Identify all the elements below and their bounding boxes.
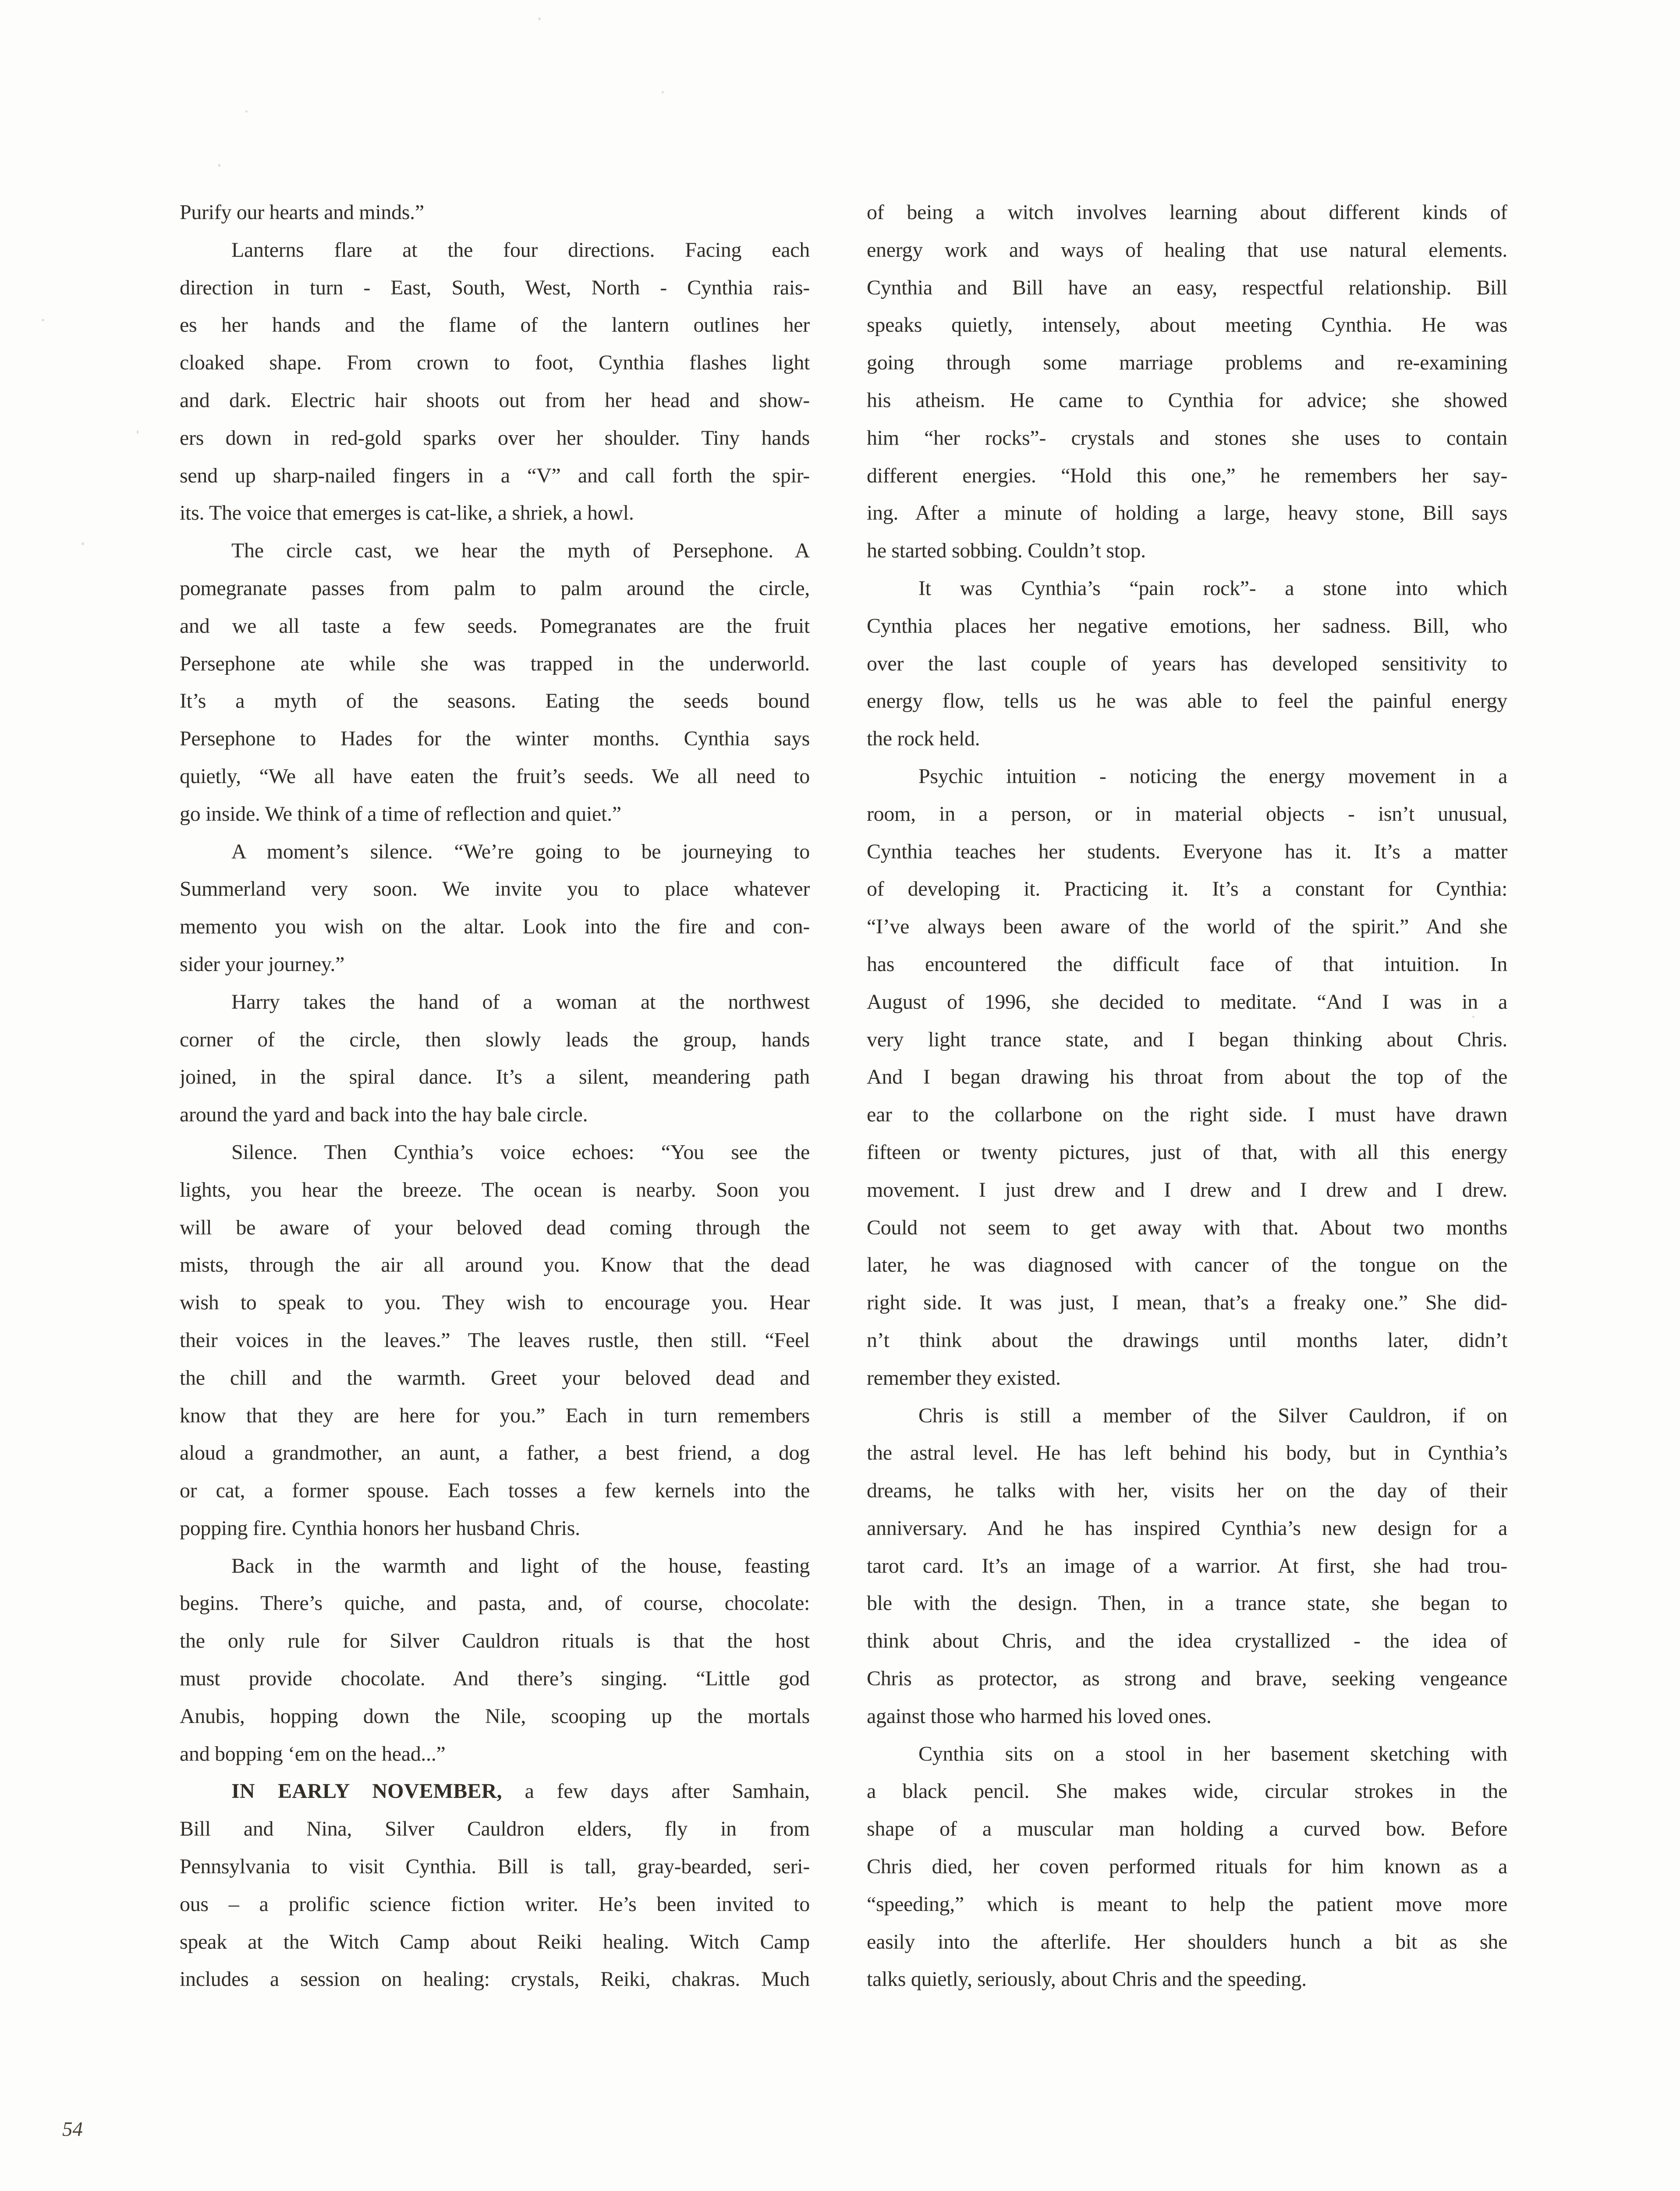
text-line: energy flow, tells us he was able to feel the painful energy (867, 689, 1507, 713)
text-line: lights, you hear the breeze. The ocean is nearby. Soon you (180, 1178, 810, 1202)
text-line: ing. After a minute of holding a large, heavy stone, Bill says (867, 501, 1507, 525)
text-line: the chill and the warmth. Greet your beloved dead and (180, 1366, 810, 1390)
text-line: begins. There’s quiche, and pasta, and, of course, chocolate: (180, 1592, 810, 1615)
text-line: tarot card. It’s an image of a warrior. At first, she had trou- (867, 1554, 1507, 1578)
text-line: Cynthia teaches her students. Everyone has it. It’s a matter (867, 840, 1507, 863)
text-line: movement. I just drew and I drew and I drew and I drew. (867, 1178, 1507, 1202)
text-line: wish to speak to you. They wish to encourage you. Hear (180, 1291, 810, 1315)
text-line: joined, in the spiral dance. It’s a silent, meandering path (180, 1065, 810, 1089)
text-line: room, in a person, or in material objects - isn’t unusual, (867, 802, 1507, 826)
text-line: sider your journey.” (180, 952, 345, 976)
paper-speck (42, 319, 44, 321)
text-line: It was Cynthia’s “pain rock”- a stone into which (918, 576, 1507, 600)
text-line: go inside. We think of a time of reflection and quiet.” (180, 802, 621, 826)
text-line: shape of a muscular man holding a curved bow. Before (867, 1817, 1507, 1841)
text-line: has encountered the difficult face of that intuition. In (867, 952, 1507, 976)
text-line: speaks quietly, intensely, about meeting Cynthia. He was (867, 313, 1507, 337)
paper-speck (538, 18, 541, 20)
text-line: Persephone to Hades for the winter months. Cynthia says (180, 727, 810, 751)
text-line: a black pencil. She makes wide, circular strokes in the (867, 1780, 1507, 1803)
text-line: speak at the Witch Camp about Reiki healing. Witch Camp (180, 1930, 810, 1953)
text-line: n’t think about the drawings until months later, didn’t (867, 1328, 1507, 1352)
text-line: and we all taste a few seeds. Pomegranates are the fruit (180, 614, 810, 638)
text-line: Cynthia places her negative emotions, her sadness. Bill, who (867, 614, 1507, 638)
text-line: It’s a myth of the seasons. Eating the seeds bound (180, 689, 810, 713)
text-line: going through some marriage problems and re-examining (867, 351, 1507, 375)
text-line: energy work and ways of healing that use natural elements. (867, 238, 1507, 262)
text-line: different energies. “Hold this one,” he remembers her say- (867, 464, 1507, 487)
text-line: aloud a grandmother, an aunt, a father, a best friend, a dog (180, 1441, 810, 1465)
paper-speck (82, 542, 84, 545)
text-line: he started sobbing. Couldn’t stop. (867, 539, 1146, 563)
bold-lead-in: IN EARLY NOVEMBER, (231, 1780, 502, 1803)
text-line: later, he was diagnosed with cancer of the tongue on the (867, 1253, 1507, 1277)
text-line: Cynthia and Bill have an easy, respectful relationship. Bill (867, 276, 1507, 299)
text-line: Could not seem to get away with that. About two months (867, 1216, 1507, 1239)
text-line: Back in the warmth and light of the house, feasting (231, 1554, 810, 1578)
text-line: ous – a prolific science fiction writer. He’s been invited to (180, 1892, 810, 1916)
text-line: mists, through the air all around you. Know that the dead (180, 1253, 810, 1277)
text-line: Harry takes the hand of a woman at the northwest (231, 990, 810, 1014)
text-line: and bopping ‘em on the head...” (180, 1742, 446, 1766)
text-line: Silence. Then Cynthia’s voice echoes: “You see the (231, 1140, 810, 1164)
text-line: Chris as protector, as strong and brave, seeking vengeance (867, 1667, 1507, 1691)
text-line: Persephone ate while she was trapped in the underworld. (180, 652, 810, 675)
page-number: 54 (62, 2118, 83, 2141)
text-line: must provide chocolate. And there’s singing. “Little god (180, 1667, 810, 1691)
text-line: its. The voice that emerges is cat-like, a shriek, a howl. (180, 501, 634, 525)
text-line: send up sharp-nailed fingers in a “V” and call forth the spir- (180, 464, 810, 487)
text-line: ear to the collarbone on the right side. I must have drawn (867, 1103, 1507, 1127)
paper-speck (1472, 1016, 1474, 1018)
text-line: Lanterns flare at the four directions. Facing each (231, 238, 810, 262)
paper-speck (662, 91, 664, 93)
text-line: August of 1996, she decided to meditate. “And I was in a (867, 990, 1507, 1014)
text-line: and dark. Electric hair shoots out from her head and show- (180, 388, 810, 412)
paper-speck (245, 110, 248, 113)
text-line: his atheism. He came to Cynthia for advice; she showed (867, 388, 1507, 412)
text-line: Pennsylvania to visit Cynthia. Bill is tall, gray-bearded, seri- (180, 1855, 810, 1879)
text-line: easily into the afterlife. Her shoulders hunch a bit as she (867, 1930, 1507, 1953)
paper-speck (137, 430, 138, 434)
text-line: And I began drawing his throat from about the top of the (867, 1065, 1507, 1089)
text-line: the only rule for Silver Cauldron rituals is that the host (180, 1629, 810, 1653)
text-line: cloaked shape. From crown to foot, Cynthia flashes light (180, 351, 810, 375)
text-line: corner of the circle, then slowly leads the group, hands (180, 1028, 810, 1051)
text-line: The circle cast, we hear the myth of Persephone. A (231, 539, 810, 563)
text-line: know that they are here for you.” Each in turn remembers (180, 1404, 810, 1427)
column-left (180, 194, 810, 1998)
text-line: or cat, a former spouse. Each tosses a few kernels into the (180, 1479, 810, 1503)
text-line: “speeding,” which is meant to help the patient move more (867, 1892, 1507, 1916)
text-line: Summerland very soon. We invite you to place whatever (180, 877, 810, 901)
text-line: right side. It was just, I mean, that’s a freaky one.” She did- (867, 1291, 1507, 1315)
column-right (867, 194, 1507, 1998)
text-line: memento you wish on the altar. Look into the fire and con- (180, 915, 810, 939)
text-line: quietly, “We all have eaten the fruit’s seeds. We all need to (180, 764, 810, 788)
text-line: think about Chris, and the idea crystallized - the idea of (867, 1629, 1507, 1653)
text-line: “I’ve always been aware of the world of the spirit.” And she (867, 915, 1507, 939)
text-line: Chris died, her coven performed rituals for him known as a (867, 1855, 1507, 1879)
text-line: dreams, he talks with her, visits her on the day of their (867, 1479, 1507, 1503)
text-line: Psychic intuition - noticing the energy movement in a (918, 764, 1507, 788)
text-line: over the last couple of years has developed sensitivity to (867, 652, 1507, 675)
text-line: includes a session on healing: crystals, Reiki, chakras. Much (180, 1968, 810, 1991)
text-line: es her hands and the flame of the lantern outlines her (180, 313, 810, 337)
text-line: IN EARLY NOVEMBER, a few days after Samhain, (231, 1780, 810, 1803)
text-line: anniversary. And he has inspired Cynthia’s new design for a (867, 1516, 1507, 1540)
text-line: popping fire. Cynthia honors her husband Chris. (180, 1516, 580, 1540)
text-line: Anubis, hopping down the Nile, scooping up the mortals (180, 1704, 810, 1728)
text-line: talks quietly, seriously, about Chris and the speeding. (867, 1968, 1307, 1991)
text-line: very light trance state, and I began thinking about Chris. (867, 1028, 1507, 1051)
text-line: Purify our hearts and minds.” (180, 201, 424, 224)
text-line: direction in turn - East, South, West, North - Cynthia rais- (180, 276, 810, 299)
text-line: him “her rocks”- crystals and stones she uses to contain (867, 426, 1507, 450)
text-line: Cynthia sits on a stool in her basement sketching with (918, 1742, 1507, 1766)
text-line: of being a witch involves learning about different kinds of (867, 201, 1507, 224)
text-line: Bill and Nina, Silver Cauldron elders, fly in from (180, 1817, 810, 1841)
text-line: their voices in the leaves.” The leaves rustle, then still. “Feel (180, 1328, 810, 1352)
text-line: the rock held. (867, 727, 980, 751)
text-line: of developing it. Practicing it. It’s a constant for Cynthia: (867, 877, 1507, 901)
text-line: pomegranate passes from palm to palm around the circle, (180, 576, 810, 600)
text-line: will be aware of your beloved dead coming through the (180, 1216, 810, 1239)
text-line: Chris is still a member of the Silver Cauldron, if on (918, 1404, 1507, 1427)
text-line: fifteen or twenty pictures, just of that, with all this energy (867, 1140, 1507, 1164)
text-line: the astral level. He has left behind his body, but in Cynthia’s (867, 1441, 1507, 1465)
text-line: around the yard and back into the hay bale circle. (180, 1103, 588, 1127)
text-line: against those who harmed his loved ones. (867, 1704, 1212, 1728)
paper-speck (218, 164, 220, 167)
text-line: A moment’s silence. “We’re going to be journeying to (231, 840, 810, 863)
text-line: remember they existed. (867, 1366, 1061, 1390)
text-line: ers down in red-gold sparks over her shoulder. Tiny hands (180, 426, 810, 450)
text-line: ble with the design. Then, in a trance state, she began to (867, 1592, 1507, 1615)
